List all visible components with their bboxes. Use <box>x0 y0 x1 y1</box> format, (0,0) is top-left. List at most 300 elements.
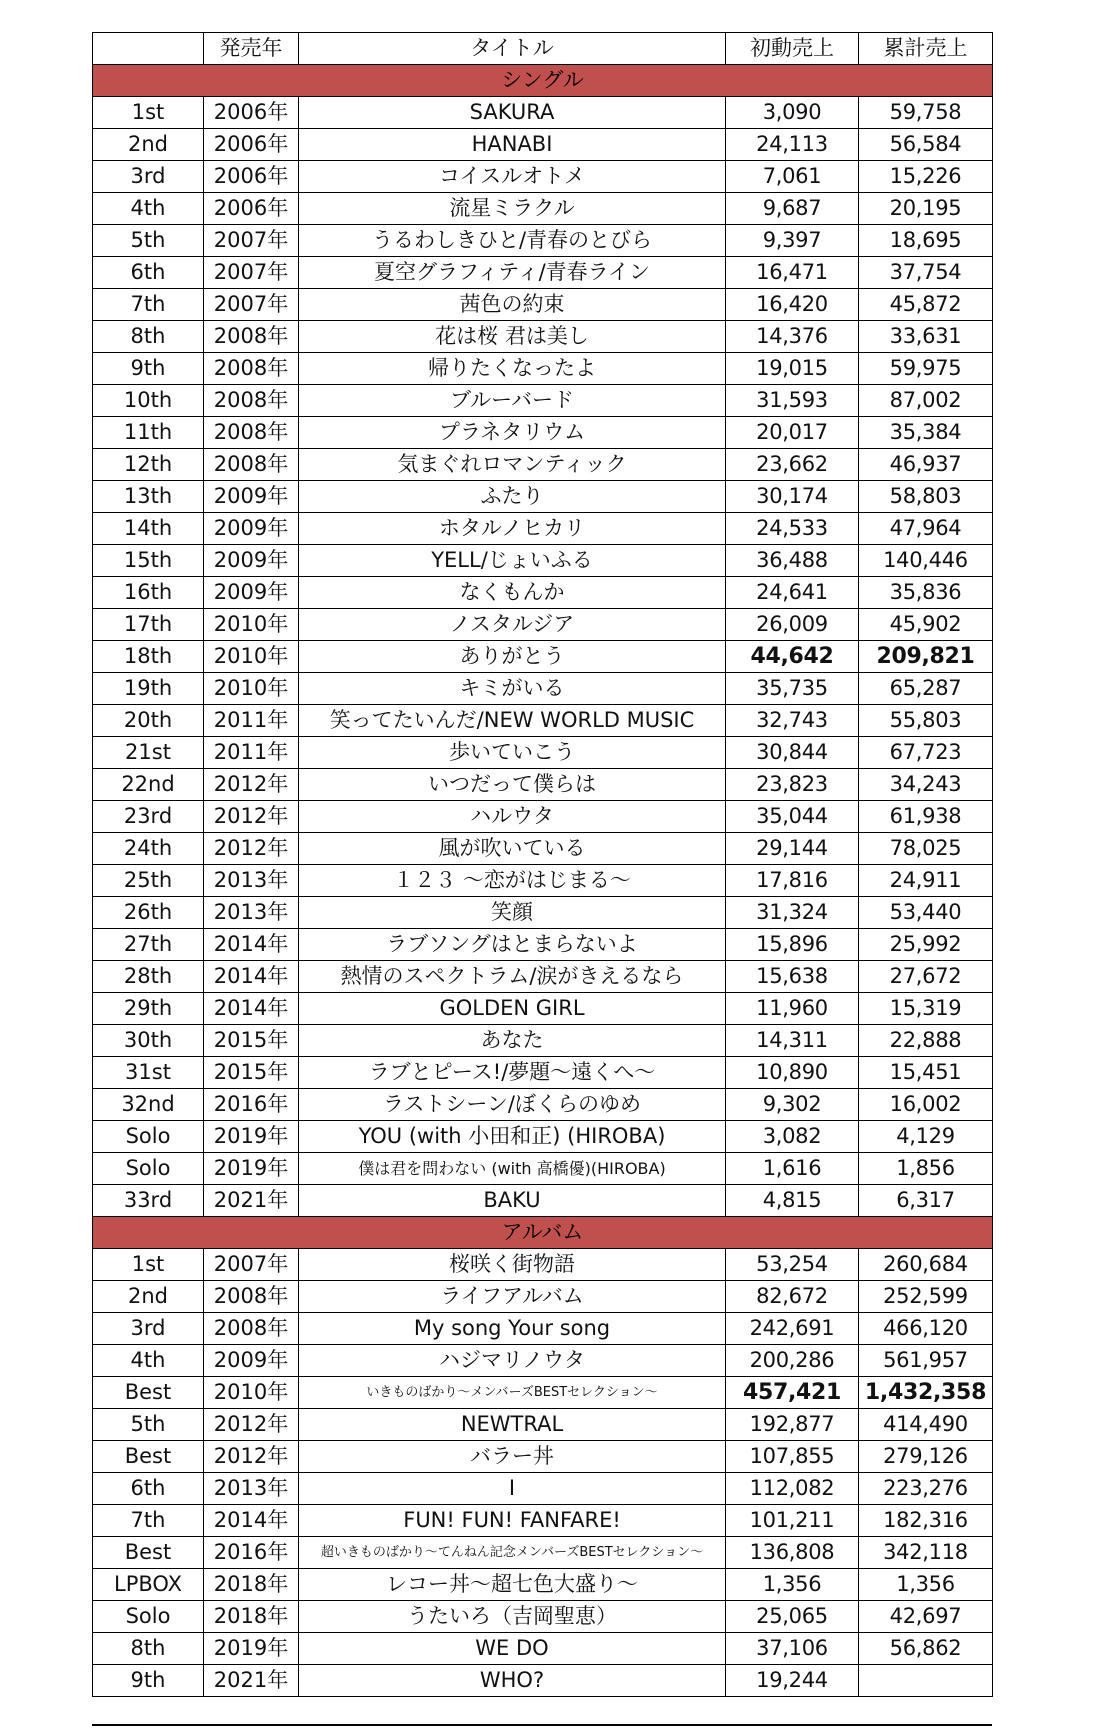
cell-title: レコー丼〜超七色大盛り〜 <box>299 1569 726 1601</box>
cell-release-year: 2007年 <box>204 1249 299 1281</box>
table-row <box>93 385 993 417</box>
cell-total-sales: 15,226 <box>859 161 993 193</box>
cell-total-sales: 27,672 <box>859 961 993 993</box>
cell-title: 帰りたくなったよ <box>299 353 726 385</box>
cell-release-year: 2008年 <box>204 385 299 417</box>
cell-first-week-sales: 17,816 <box>726 865 859 897</box>
cell-number: 18th <box>93 641 204 673</box>
cell-release-year: 2014年 <box>204 961 299 993</box>
cell-title: ラストシーン/ぼくらのゆめ <box>299 1089 726 1121</box>
cell-number: 33rd <box>93 1185 204 1217</box>
cell-release-year: 2014年 <box>204 929 299 961</box>
cell-first-week-sales: 11,960 <box>726 993 859 1025</box>
sales-table-body <box>93 33 993 1697</box>
cell-total-sales: 414,490 <box>859 1409 993 1441</box>
table-row <box>93 449 993 481</box>
cell-number: Solo <box>93 1121 204 1153</box>
cell-first-week-sales: 20,017 <box>726 417 859 449</box>
cell-first-week-sales: 36,488 <box>726 545 859 577</box>
table-row <box>93 705 993 737</box>
cell-title: １２３ 〜恋がはじまる〜 <box>299 865 726 897</box>
cell-title: 歩いていこう <box>299 737 726 769</box>
cell-total-sales: 260,684 <box>859 1249 993 1281</box>
cell-first-week-sales: 3,090 <box>726 97 859 129</box>
cell-release-year: 2012年 <box>204 801 299 833</box>
cell-number: 2nd <box>93 1281 204 1313</box>
cell-first-week-sales: 19,244 <box>726 1665 859 1697</box>
cell-title: コイスルオトメ <box>299 161 726 193</box>
cell-first-week-sales: 23,662 <box>726 449 859 481</box>
cell-first-week-sales: 19,015 <box>726 353 859 385</box>
cell-title: BAKU <box>299 1185 726 1217</box>
cell-total-sales: 67,723 <box>859 737 993 769</box>
table-row <box>93 1409 993 1441</box>
cell-total-sales: 59,758 <box>859 97 993 129</box>
cell-title: ラブソングはとまらないよ <box>299 929 726 961</box>
table-row <box>93 833 993 865</box>
cell-first-week-sales: 457,421 <box>726 1377 859 1409</box>
cell-first-week-sales: 32,743 <box>726 705 859 737</box>
cell-release-year: 2006年 <box>204 97 299 129</box>
cell-release-year: 2019年 <box>204 1153 299 1185</box>
cell-title: なくもんか <box>299 577 726 609</box>
cell-total-sales: 24,911 <box>859 865 993 897</box>
cell-total-sales: 223,276 <box>859 1473 993 1505</box>
cell-release-year: 2015年 <box>204 1057 299 1089</box>
cell-total-sales: 1,856 <box>859 1153 993 1185</box>
cell-release-year: 2006年 <box>204 161 299 193</box>
cell-number: 12th <box>93 449 204 481</box>
cell-first-week-sales: 44,642 <box>726 641 859 673</box>
cell-title: プラネタリウム <box>299 417 726 449</box>
cell-number: 5th <box>93 1409 204 1441</box>
header-cell-title: タイトル <box>299 33 726 65</box>
cell-first-week-sales: 26,009 <box>726 609 859 641</box>
table-row <box>93 897 993 929</box>
cell-first-week-sales: 107,855 <box>726 1441 859 1473</box>
cell-title: WHO? <box>299 1665 726 1697</box>
table-row <box>93 1505 993 1537</box>
cell-first-week-sales: 16,420 <box>726 289 859 321</box>
cell-number: 10th <box>93 385 204 417</box>
cell-title: いきものばかり〜メンバーズBESTセレクション〜 <box>299 1377 726 1409</box>
cell-number: 22nd <box>93 769 204 801</box>
cell-number: Solo <box>93 1601 204 1633</box>
header-cell-total-sales: 累計売上 <box>859 33 993 65</box>
cell-title: 茜色の約束 <box>299 289 726 321</box>
cell-title: ノスタルジア <box>299 609 726 641</box>
cell-number: 9th <box>93 1665 204 1697</box>
cell-first-week-sales: 9,397 <box>726 225 859 257</box>
cell-first-week-sales: 15,638 <box>726 961 859 993</box>
table-row <box>93 417 993 449</box>
table-row <box>93 1377 993 1409</box>
cell-first-week-sales: 24,641 <box>726 577 859 609</box>
header-cell-no <box>93 33 204 65</box>
cell-title: 笑顔 <box>299 897 726 929</box>
cell-title: バラー丼 <box>299 1441 726 1473</box>
cell-number: 4th <box>93 1345 204 1377</box>
table-row <box>93 1153 993 1185</box>
cell-number: 17th <box>93 609 204 641</box>
section-label: シングル <box>93 65 993 97</box>
cell-number: 26th <box>93 897 204 929</box>
cell-release-year: 2006年 <box>204 129 299 161</box>
cell-total-sales: 15,319 <box>859 993 993 1025</box>
cell-title: I <box>299 1473 726 1505</box>
cell-release-year: 2008年 <box>204 321 299 353</box>
cell-first-week-sales: 192,877 <box>726 1409 859 1441</box>
table-row <box>93 257 993 289</box>
cell-number: 7th <box>93 289 204 321</box>
table-row <box>93 1473 993 1505</box>
cell-first-week-sales: 9,687 <box>726 193 859 225</box>
cell-title: うるわしきひと/青春のとびら <box>299 225 726 257</box>
table-row <box>93 545 993 577</box>
table-row <box>93 769 993 801</box>
cell-number: Solo <box>93 1153 204 1185</box>
cell-release-year: 2013年 <box>204 897 299 929</box>
cell-release-year: 2008年 <box>204 1313 299 1345</box>
cell-number: 2nd <box>93 129 204 161</box>
cell-total-sales: 58,803 <box>859 481 993 513</box>
table-row <box>93 1281 993 1313</box>
table-row <box>93 609 993 641</box>
cell-number: Best <box>93 1377 204 1409</box>
table-row <box>93 577 993 609</box>
cell-total-sales: 45,902 <box>859 609 993 641</box>
cell-release-year: 2007年 <box>204 289 299 321</box>
cell-release-year: 2012年 <box>204 1409 299 1441</box>
cell-release-year: 2013年 <box>204 1473 299 1505</box>
header-cell-first-week-sales: 初動売上 <box>726 33 859 65</box>
cell-total-sales: 22,888 <box>859 1025 993 1057</box>
section-header-row <box>93 1217 993 1249</box>
cell-release-year: 2016年 <box>204 1537 299 1569</box>
cell-number: 3rd <box>93 161 204 193</box>
cell-title: ホタルノヒカリ <box>299 513 726 545</box>
cell-first-week-sales: 37,106 <box>726 1633 859 1665</box>
cell-release-year: 2009年 <box>204 481 299 513</box>
cell-number: 13th <box>93 481 204 513</box>
cell-release-year: 2008年 <box>204 1281 299 1313</box>
cell-first-week-sales: 24,113 <box>726 129 859 161</box>
table-row <box>93 929 993 961</box>
cell-first-week-sales: 136,808 <box>726 1537 859 1569</box>
table-row <box>93 1185 993 1217</box>
table-row <box>93 865 993 897</box>
cell-release-year: 2007年 <box>204 225 299 257</box>
table-row <box>93 1345 993 1377</box>
cell-first-week-sales: 10,890 <box>726 1057 859 1089</box>
table-row <box>93 193 993 225</box>
cell-total-sales: 18,695 <box>859 225 993 257</box>
cell-title: YOU (with 小田和正) (HIROBA) <box>299 1121 726 1153</box>
cell-total-sales: 78,025 <box>859 833 993 865</box>
cell-first-week-sales: 242,691 <box>726 1313 859 1345</box>
cell-number: 7th <box>93 1505 204 1537</box>
cell-title: HANABI <box>299 129 726 161</box>
cell-first-week-sales: 35,044 <box>726 801 859 833</box>
cell-title: ハルウタ <box>299 801 726 833</box>
cell-title: 笑ってたいんだ/NEW WORLD MUSIC <box>299 705 726 737</box>
cell-title: あなた <box>299 1025 726 1057</box>
cell-total-sales: 53,440 <box>859 897 993 929</box>
table-row <box>93 737 993 769</box>
cell-release-year: 2009年 <box>204 545 299 577</box>
cell-first-week-sales: 101,211 <box>726 1505 859 1537</box>
cell-release-year: 2021年 <box>204 1665 299 1697</box>
table-row <box>93 961 993 993</box>
cell-number: LPBOX <box>93 1569 204 1601</box>
cell-title: 風が吹いている <box>299 833 726 865</box>
cell-number: 5th <box>93 225 204 257</box>
cell-first-week-sales: 14,311 <box>726 1025 859 1057</box>
cell-release-year: 2010年 <box>204 609 299 641</box>
table-row <box>93 1121 993 1153</box>
cell-number: 8th <box>93 1633 204 1665</box>
cell-total-sales: 59,975 <box>859 353 993 385</box>
cell-release-year: 2010年 <box>204 1377 299 1409</box>
cell-title: SAKURA <box>299 97 726 129</box>
cell-number: 29th <box>93 993 204 1025</box>
header-cell-year: 発売年 <box>204 33 299 65</box>
cell-number: 32nd <box>93 1089 204 1121</box>
cell-first-week-sales: 23,823 <box>726 769 859 801</box>
cell-first-week-sales: 1,616 <box>726 1153 859 1185</box>
table-row <box>93 1537 993 1569</box>
cell-first-week-sales: 16,471 <box>726 257 859 289</box>
cell-release-year: 2011年 <box>204 737 299 769</box>
cell-release-year: 2011年 <box>204 705 299 737</box>
header-row <box>93 33 993 65</box>
cell-release-year: 2013年 <box>204 865 299 897</box>
cell-release-year: 2014年 <box>204 1505 299 1537</box>
cell-number: 11th <box>93 417 204 449</box>
table-row <box>93 161 993 193</box>
cell-first-week-sales: 30,844 <box>726 737 859 769</box>
cell-release-year: 2008年 <box>204 417 299 449</box>
cell-first-week-sales: 31,324 <box>726 897 859 929</box>
cell-total-sales: 37,754 <box>859 257 993 289</box>
cell-first-week-sales: 25,065 <box>726 1601 859 1633</box>
cell-number: 30th <box>93 1025 204 1057</box>
cell-first-week-sales: 3,082 <box>726 1121 859 1153</box>
cell-total-sales: 35,384 <box>859 417 993 449</box>
cell-total-sales: 35,836 <box>859 577 993 609</box>
cell-title: ありがとう <box>299 641 726 673</box>
cell-title: ブルーバード <box>299 385 726 417</box>
cell-total-sales: 15,451 <box>859 1057 993 1089</box>
cell-title: My song Your song <box>299 1313 726 1345</box>
cell-total-sales: 46,937 <box>859 449 993 481</box>
section-label: アルバム <box>93 1217 993 1249</box>
table-row <box>93 97 993 129</box>
cell-title: 流星ミラクル <box>299 193 726 225</box>
cell-first-week-sales: 1,356 <box>726 1569 859 1601</box>
cell-number: 8th <box>93 321 204 353</box>
cell-total-sales: 561,957 <box>859 1345 993 1377</box>
cell-first-week-sales: 15,896 <box>726 929 859 961</box>
cell-total-sales: 87,002 <box>859 385 993 417</box>
table-row <box>93 289 993 321</box>
cell-total-sales: 16,002 <box>859 1089 993 1121</box>
cell-release-year: 2010年 <box>204 641 299 673</box>
table-row <box>93 1665 993 1697</box>
cell-number: 28th <box>93 961 204 993</box>
table-row <box>93 1313 993 1345</box>
cell-number: 1st <box>93 1249 204 1281</box>
cell-first-week-sales: 53,254 <box>726 1249 859 1281</box>
cell-title: 桜咲く街物語 <box>299 1249 726 1281</box>
cell-number: Best <box>93 1537 204 1569</box>
cell-number: 24th <box>93 833 204 865</box>
cell-total-sales: 56,584 <box>859 129 993 161</box>
cell-number: Best <box>93 1441 204 1473</box>
cell-number: 4th <box>93 193 204 225</box>
table-row <box>93 481 993 513</box>
cell-title: ふたり <box>299 481 726 513</box>
table-row <box>93 1249 993 1281</box>
cell-release-year: 2012年 <box>204 1441 299 1473</box>
cell-title: 熱情のスペクトラム/涙がきえるなら <box>299 961 726 993</box>
cell-release-year: 2012年 <box>204 769 299 801</box>
cell-number: 6th <box>93 257 204 289</box>
cell-number: 20th <box>93 705 204 737</box>
cell-number: 19th <box>93 673 204 705</box>
cell-total-sales: 65,287 <box>859 673 993 705</box>
cell-first-week-sales: 24,533 <box>726 513 859 545</box>
cell-title: FUN! FUN! FANFARE! <box>299 1505 726 1537</box>
cell-number: 14th <box>93 513 204 545</box>
cell-release-year: 2006年 <box>204 193 299 225</box>
cell-first-week-sales: 14,376 <box>726 321 859 353</box>
cell-release-year: 2018年 <box>204 1601 299 1633</box>
cell-total-sales: 55,803 <box>859 705 993 737</box>
cell-total-sales: 466,120 <box>859 1313 993 1345</box>
cell-title: 超いきものばかり〜てんねん記念メンバーズBESTセレクション〜 <box>299 1537 726 1569</box>
table-row <box>93 1025 993 1057</box>
cell-total-sales: 4,129 <box>859 1121 993 1153</box>
table-row <box>93 673 993 705</box>
cell-title: キミがいる <box>299 673 726 705</box>
cell-first-week-sales: 200,286 <box>726 1345 859 1377</box>
cell-total-sales: 33,631 <box>859 321 993 353</box>
table-row <box>93 225 993 257</box>
cell-release-year: 2016年 <box>204 1089 299 1121</box>
cell-title: ライフアルバム <box>299 1281 726 1313</box>
cell-total-sales: 182,316 <box>859 1505 993 1537</box>
cell-title: いつだって僕らは <box>299 769 726 801</box>
cell-title: 気まぐれロマンティック <box>299 449 726 481</box>
cell-total-sales: 34,243 <box>859 769 993 801</box>
cell-release-year: 2009年 <box>204 513 299 545</box>
table-row <box>93 353 993 385</box>
cell-release-year: 2010年 <box>204 673 299 705</box>
cell-number: 9th <box>93 353 204 385</box>
cell-first-week-sales: 112,082 <box>726 1473 859 1505</box>
cell-release-year: 2015年 <box>204 1025 299 1057</box>
cell-release-year: 2019年 <box>204 1121 299 1153</box>
cell-number: 21st <box>93 737 204 769</box>
cell-title: GOLDEN GIRL <box>299 993 726 1025</box>
cell-release-year: 2019年 <box>204 1633 299 1665</box>
table-row <box>93 1089 993 1121</box>
cell-title: うたいろ（吉岡聖恵） <box>299 1601 726 1633</box>
cell-total-sales: 25,992 <box>859 929 993 961</box>
footer-divider <box>92 1724 992 1726</box>
cell-release-year: 2012年 <box>204 833 299 865</box>
cell-total-sales: 1,432,358 <box>859 1377 993 1409</box>
cell-number: 25th <box>93 865 204 897</box>
cell-release-year: 2021年 <box>204 1185 299 1217</box>
table-row <box>93 993 993 1025</box>
cell-title: WE DO <box>299 1633 726 1665</box>
cell-total-sales: 6,317 <box>859 1185 993 1217</box>
cell-release-year: 2009年 <box>204 577 299 609</box>
cell-total-sales: 140,446 <box>859 545 993 577</box>
cell-title: 僕は君を問わない (with 高橋優)(HIROBA) <box>299 1153 726 1185</box>
cell-total-sales: 47,964 <box>859 513 993 545</box>
cell-number: 6th <box>93 1473 204 1505</box>
cell-total-sales: 42,697 <box>859 1601 993 1633</box>
sales-table <box>92 32 993 1697</box>
table-row <box>93 513 993 545</box>
cell-number: 27th <box>93 929 204 961</box>
cell-release-year: 2009年 <box>204 1345 299 1377</box>
cell-title: NEWTRAL <box>299 1409 726 1441</box>
cell-total-sales: 1,356 <box>859 1569 993 1601</box>
table-row <box>93 1601 993 1633</box>
table-row <box>93 1569 993 1601</box>
cell-title: YELL/じょいふる <box>299 545 726 577</box>
cell-title: 夏空グラフィティ/青春ライン <box>299 257 726 289</box>
table-row <box>93 801 993 833</box>
cell-total-sales: 209,821 <box>859 641 993 673</box>
cell-first-week-sales: 9,302 <box>726 1089 859 1121</box>
cell-first-week-sales: 82,672 <box>726 1281 859 1313</box>
cell-release-year: 2018年 <box>204 1569 299 1601</box>
cell-first-week-sales: 29,144 <box>726 833 859 865</box>
cell-number: 1st <box>93 97 204 129</box>
cell-first-week-sales: 30,174 <box>726 481 859 513</box>
cell-first-week-sales: 4,815 <box>726 1185 859 1217</box>
cell-title: 花は桜 君は美し <box>299 321 726 353</box>
cell-title: ハジマリノウタ <box>299 1345 726 1377</box>
cell-total-sales: 56,862 <box>859 1633 993 1665</box>
cell-first-week-sales: 7,061 <box>726 161 859 193</box>
table-row <box>93 1441 993 1473</box>
table-row <box>93 321 993 353</box>
cell-release-year: 2008年 <box>204 449 299 481</box>
cell-title: ラブとピース!/夢題〜遠くへ〜 <box>299 1057 726 1089</box>
cell-first-week-sales: 31,593 <box>726 385 859 417</box>
cell-total-sales: 20,195 <box>859 193 993 225</box>
table-row <box>93 641 993 673</box>
cell-number: 16th <box>93 577 204 609</box>
cell-release-year: 2008年 <box>204 353 299 385</box>
cell-total-sales: 279,126 <box>859 1441 993 1473</box>
table-row <box>93 1633 993 1665</box>
cell-first-week-sales: 35,735 <box>726 673 859 705</box>
cell-number: 31st <box>93 1057 204 1089</box>
cell-release-year: 2007年 <box>204 257 299 289</box>
cell-total-sales: 342,118 <box>859 1537 993 1569</box>
cell-total-sales: 45,872 <box>859 289 993 321</box>
cell-total-sales <box>859 1665 993 1697</box>
cell-number: 23rd <box>93 801 204 833</box>
table-row <box>93 1057 993 1089</box>
